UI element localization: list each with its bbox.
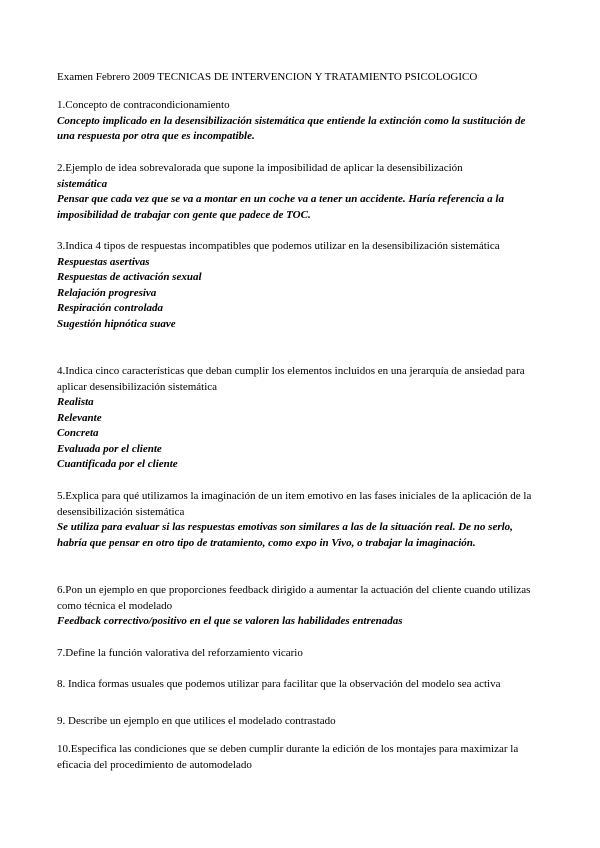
- answer-line: Respuestas de activación sexual: [57, 271, 202, 283]
- answer-line: Se utiliza para evaluar si las respuestas emotivas son similares a las de la situación real. De no serlo, habría que pensar en otro tipo de tratamiento, como expo in Vivo, o trabajar la imaginación.: [57, 521, 513, 549]
- question-text: 2.Ejemplo de idea sobrevalorada que supone la imposibilidad de aplicar la desensibilización: [57, 162, 463, 174]
- answer-line: Respuestas asertivas: [57, 255, 150, 268]
- question-text: 3.Indica 4 tipos de respuestas incompatibles que podemos utilizar en la desensibilización sistemática: [57, 240, 500, 252]
- answer-line: Relajación progresiva: [57, 286, 157, 299]
- answer-line: Respiración controlada: [57, 302, 164, 314]
- question-4: [57, 364, 535, 473]
- answer-line: Pensar que cada vez que se va a montar en un coche va a tener un accidente. Haría referencia a la imposibilidad de trabajar con gente que padece de TOC.: [57, 193, 504, 221]
- question-5: [57, 489, 535, 551]
- answer-line: Realista: [57, 396, 94, 408]
- exam-title: Examen Febrero 2009 TECNICAS DE INTERVENCION Y TRATAMIENTO PSICOLOGICO: [57, 71, 478, 83]
- question-6: [57, 583, 535, 630]
- answer-line: Cuantificada por el cliente: [57, 458, 178, 470]
- answer-line: Feedback correctivo/positivo en el que se valoren las habilidades entrenadas: [57, 615, 403, 627]
- question-text: 5.Explica para qué utilizamos la imaginación de un item emotivo en las fases iniciales de la aplicación de la desensibilización sistemática: [57, 490, 532, 518]
- question-9: [57, 714, 535, 730]
- question-text: 4.Indica cinco características que deban cumplir los elementos incluidos en una jerarquía de ansiedad para aplicar desensibilización sistemática: [57, 365, 525, 393]
- answer-line: sistemática: [57, 177, 108, 190]
- answer-line: Concepto implicado en la desensibilización sistemática que entiende la extinción como la sustitución de una respuesta por otra que es incompatible.: [57, 114, 526, 142]
- question-text: 9. Describe un ejemplo en que utilices el modelado contrastado: [57, 715, 336, 727]
- question-text: 10.Especifica las condiciones que se deben cumplir durante la edición de los montajes para maximizar la eficacia del procedimiento de automodelado: [57, 743, 519, 771]
- question-text: 7.Define la función valorativa del reforzamiento vicario: [57, 647, 303, 659]
- question-7: [57, 646, 535, 662]
- answer-line: Sugestión hipnótica suave: [57, 317, 176, 330]
- question-3: [57, 239, 535, 332]
- answer-line: Concreta: [57, 427, 99, 439]
- question-8: [57, 677, 535, 693]
- question-text: 1.Concepto de contracondicionamiento: [57, 99, 230, 111]
- answer-line: Relevante: [57, 411, 102, 424]
- question-2: [57, 161, 535, 223]
- answer-line: Evaluada por el cliente: [57, 442, 162, 455]
- question-text: 8. Indica formas usuales que podemos utilizar para facilitar que la observación del modelo sea activa: [57, 678, 501, 690]
- question-10: [57, 742, 535, 773]
- question-1: [57, 98, 535, 145]
- question-text: 6.Pon un ejemplo en que proporciones feedback dirigido a aumentar la actuación del cliente cuando utilizas como técnica el modelado: [57, 584, 531, 612]
